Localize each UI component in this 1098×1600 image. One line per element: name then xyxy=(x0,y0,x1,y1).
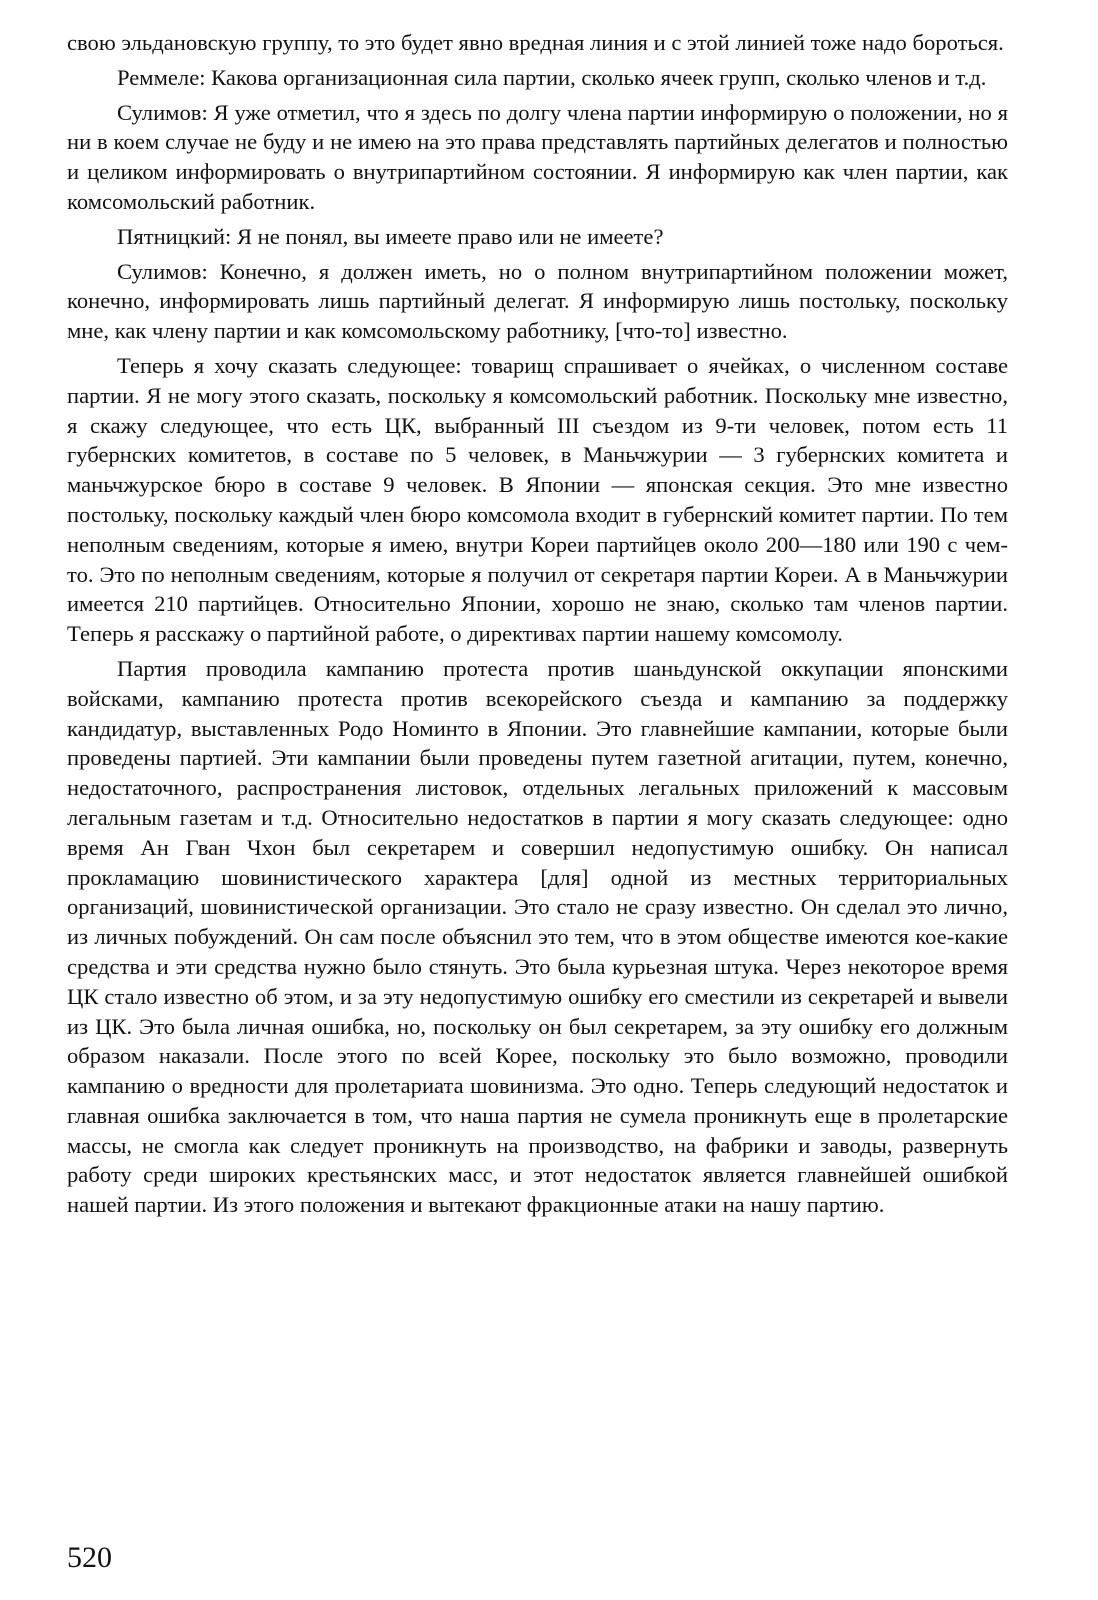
page-body xyxy=(67,28,1008,1225)
paragraph-sulimov-answer: Сулимов: Конечно, я должен иметь, но о полном внутрипартийном положении может, конечно, информировать лишь партийный делегат. Я информирую лишь постольку, поскольку мне, как члену партии и как комсомольскому работнику, [что-то] известно. xyxy=(67,258,1008,344)
paragraph-pyatnitsky-question: Пятницкий: Я не понял, вы имеете право или не имеете? xyxy=(117,223,664,249)
paragraph-party-structure: Теперь я хочу сказать следующее: товарищ спрашивает о ячейках, о численном составе партии. Я не могу этого сказать, поскольку я комсомольский работник. Поскольку мне известно, я скажу следующее, что есть ЦК, выбранный III съездом из 9-ти человек, потом есть 11 губернских комитетов, в составе по 5 человек, в Маньчжурии — 3 губернских комитета и маньчжурское бюро в составе 9 человек. В Японии — японская секция. Это мне известно постольку, поскольку каждый член бюро комсомола входит в губернский комитет партии. По тем неполным сведениям, которые я имею, внутри Кореи партийцев около 200—180 или 190 с чем-то. Это по неполным сведениям, которые я получил от секретаря партии Кореи. А в Маньчжурии имеется 210 партийцев. Относительно Японии, хорошо не знаю, сколько там членов партии. Теперь я расскажу о партийной работе, о директивах партии нашему комсомолу. xyxy=(67,352,1008,647)
page-number: 520 xyxy=(67,1541,112,1574)
paragraph-continuation: свою эльдановскую группу, то это будет явно вредная линия и с этой линией тоже надо бороться. xyxy=(67,30,1004,55)
paragraph-remmele-question: Реммеле: Какова организационная сила партии, сколько ячеек групп, сколько членов и т.д. xyxy=(117,64,987,90)
paragraph-party-campaigns: Партия проводила кампанию протеста против шаньдунской оккупации японскими войсками, кампанию протеста против всекорейского съезда и кампанию за поддержку кандидатур, выставленных Родо Номинто в Японии. Это главнейшие кампании, которые были проведены партией. Эти кампании были проведены путем газетной агитации, путем, конечно, недостаточного, распространения листовок, отдельных легальных приложений к массовым легальным газетам и т.д. Относительно недостатков в партии я могу сказать следующее: одно время Ан Гван Чхон был секретарем и совершил недопустимую ошибку. Он написал прокламацию шовинистического характера [для] одной из местных территориальных организаций, шовинистической организации. Это стало не сразу известно. Он сделал это лично, из личных побуждений. Он сам после объяснил это тем, что в этом обществе имеются кое-какие средства и эти средства нужно было стянуть. Это была курьезная штука. Через некоторое время ЦК стало известно об этом, и за эту недопустимую ошибку его сместили из секретарей и вывели из ЦК. Это была личная ошибка, но, поскольку он был секретарем, за эту ошибку его должным образом наказали. После этого по всей Корее, поскольку это было возможно, проводили кампанию о вредности для пролетариата шовинизма. Это одно. Теперь следующий недостаток и главная ошибка заключается в том, что наша партия не сумела проникнуть еще в пролетарские массы, не смогла как следует проникнуть на производство, на фабрики и заводы, развернуть работу среди широких крестьянских масс, и этот недостаток является главнейшей ошибкой нашей партии. Из этого положения и вытекают фракционные атаки на нашу партию. xyxy=(67,655,1008,1218)
paragraph-sulimov-reply: Сулимов: Я уже отметил, что я здесь по долгу члена партии информирую о положении, но я ни в коем случае не буду и не имею на это права представлять партийных делегатов и полностью и целиком информировать о внутрипартийном состоянии. Я информирую как член партии, как комсомольский работник. xyxy=(67,99,1008,214)
